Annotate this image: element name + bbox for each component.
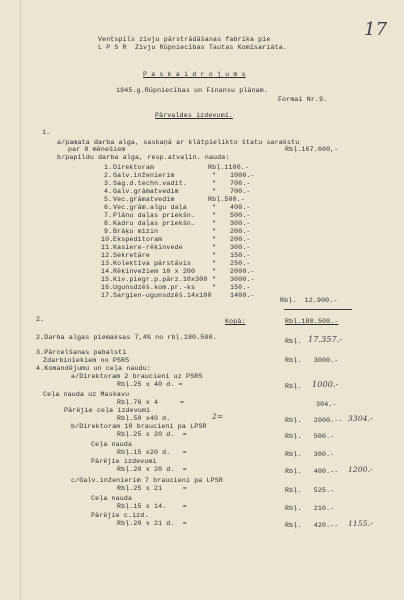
staff-row-amount: 150.- (230, 252, 251, 259)
item-4-title: 4.Komandējumu un ceļa naudu: (36, 365, 151, 372)
staff-row-title: Direktoram (113, 164, 155, 171)
sum-rule (284, 309, 352, 310)
item-1b-text: b/papildu darba alga, resp.atvaļin. nauda: (57, 154, 230, 161)
staff-row-amount: 400.- (230, 204, 251, 211)
staff-row-number: 3. (104, 180, 113, 187)
item-4a-amount: Rbļ. (285, 383, 302, 390)
staff-row-number: 1. (104, 164, 113, 171)
staff-row-amount: 250.- (230, 260, 251, 267)
staff-row-amount: 300.- (230, 244, 251, 251)
item-1a-text: a/pamata darba alga, saskaņā ar klātpielikto štatu sarakstu (57, 139, 300, 146)
staff-row-number: 11. (101, 244, 114, 251)
staff-row-number: 2. (104, 172, 113, 179)
page-number: 17 (364, 19, 388, 40)
item-4a-parejie-calc: Rbļ.50 x40 d. (117, 415, 171, 422)
item-4c-cela-calc: Rbļ.15 x 14. = (117, 503, 187, 510)
item-4c-calc: Rbļ.25 x 21 = (117, 485, 187, 492)
item-1a-amount: Rbļ.167.600,- (285, 146, 339, 153)
item-4b-amount: Rbļ. 500.- (285, 433, 335, 440)
staff-row-title: Sag.d.techn.vadit. (113, 180, 187, 187)
staff-row-number: 6. (104, 204, 113, 211)
document-title: P a s k a i d r o j u m s (143, 71, 246, 78)
staff-row-amount: 200.- (230, 236, 251, 243)
item-4c-cela: Ceļa nauda (91, 495, 133, 502)
section-number-2: 2. (36, 316, 45, 323)
item-4b-text: b/Direktoram 10 braucieni pa LPSR (71, 423, 207, 430)
item-2-text: 2.Darba algas piemaksas 7,4% no rbļ.180.500. (36, 334, 217, 341)
item-1-number: 1. (42, 129, 51, 136)
staff-row-title: Brāķu mizin (113, 228, 159, 235)
staff-row-amount: 1400.- (230, 292, 255, 299)
staff-row-number: 14. (101, 268, 114, 275)
staff-row-title: Kiv.piegr.p.pārz.10x300 (113, 276, 208, 283)
staff-row-number: 17. (101, 292, 114, 299)
item-4c-parejie-calc: Rbļ.20 x 21 d. = (117, 520, 187, 527)
staff-row-number: 16. (101, 284, 114, 291)
item-3-amount: Rbļ. 3000.- (285, 357, 339, 364)
kopa-label: Kopā: (225, 318, 246, 325)
item-4a-cela: Ceļa nauda uz Maskavu (43, 391, 130, 398)
staff-row-ditto: " (212, 228, 217, 235)
staff-row-number: 12. (101, 252, 114, 259)
item-4a-parejie: Pārējie ceļa izdevumi (64, 407, 151, 414)
staff-row-ditto: " (212, 204, 217, 211)
item-4b-cela-calc: Rbļ.15 x20 d. = (117, 449, 187, 456)
staff-row-title: Sekretāre (113, 252, 150, 259)
staff-row-number: 9. (104, 228, 113, 235)
staff-row-number: 15. (101, 276, 114, 283)
staff-row-ditto: " (212, 252, 217, 259)
staff-row-ditto: " (212, 276, 217, 283)
staff-row-amount: 1000.- (230, 172, 255, 179)
staff-row-ditto: " (212, 260, 217, 267)
staff-row-title: Ekspeditoram (113, 236, 163, 243)
item-2-amount: Rbļ. (285, 338, 302, 345)
item-4b-parejie: Pārējie izdevumi (91, 458, 157, 465)
staff-row-amount: 700.- (230, 188, 251, 195)
item-3-text-2: Zdarbiniekiem no PSRS (43, 357, 130, 364)
item-4a-parejie-handwritten: 2= (212, 412, 224, 421)
item-4b-parejie-amount: Rbļ. 400.-- (285, 468, 339, 475)
staff-row-title: Kolektīva pārstāvis (113, 260, 192, 267)
staff-total: Rbļ. 12.900.- (280, 297, 338, 304)
item-4a-cela-amount: 304.- (316, 401, 337, 408)
item-4c-parejie: Pārējie c.izd. (91, 512, 149, 519)
staff-row-amount: 500.- (230, 212, 251, 219)
staff-row-title: Rēķinvežiem 10 x 200 (113, 268, 196, 275)
staff-row-amount: Rbļ.500.- (208, 196, 245, 203)
item-4a-cela-eq: = (180, 399, 185, 406)
page-fold (20, 0, 21, 600)
item-4c-text: c/Galv.inženierim 7 braucieni pa LPSR (71, 477, 223, 484)
item-4a-text: a/Direktoram 2 braucieni uz PSRS (71, 373, 203, 380)
item-4b-cela-amount: Rbļ. 300.- (285, 451, 335, 458)
staff-row-title: Galv.grāmatvedim (113, 188, 179, 195)
item-4a-parejie-amount: Rbļ. 2000.-- (285, 417, 343, 424)
item-4b-calc: Rbļ.25 x 20 d. = (117, 431, 187, 438)
item-4b-cela: Ceļa nauda (91, 441, 133, 448)
staff-row-ditto: " (212, 188, 217, 195)
staff-row-title: Sargien-ugunsdzēš.14x100 (113, 292, 212, 299)
item-4a-sum-handwritten: 3304.- (348, 414, 373, 423)
staff-row-amount: 300.- (230, 220, 251, 227)
staff-row-number: 4. (104, 188, 113, 195)
document-subtitle: 1945.g.Rūpniecības un Finansu plānam. (116, 87, 268, 94)
staff-row-title: Galv.inženierim (113, 172, 175, 179)
item-4a-calc: Rbļ.25 x 40 d. = (117, 381, 183, 388)
staff-row-amount: 2000.- (230, 268, 255, 275)
header-line-2: L P S R Zivju Rūpniecības Tautas Komisariāta. (98, 44, 287, 51)
staff-row-ditto: " (212, 220, 217, 227)
staff-row-amount: Rbļ.1100.- (208, 164, 250, 171)
kopa-amount: Rbļ.180.500.- (285, 318, 339, 325)
staff-row-title: Vec.grām.algu daļa (113, 204, 187, 211)
staff-row-title: Kadru daļas priekšn. (113, 220, 196, 227)
item-4c-parejie-amount: Rbļ. 420.-- (285, 522, 339, 529)
form-number: Formai Nr.9. (278, 96, 328, 103)
item-3-text: 3.Pārcelšanas pabalsti (36, 349, 127, 356)
staff-row-number: 7. (104, 212, 113, 219)
staff-row-ditto: " (212, 212, 217, 219)
staff-row-ditto: " (212, 236, 217, 243)
item-4c-amount: Rbļ. 525.- (285, 487, 335, 494)
staff-row-ditto: " (212, 180, 217, 187)
staff-row-amount: 150.- (230, 284, 251, 291)
item-1a-text-2: par 8 mēnešiem (68, 146, 126, 153)
item-4c-cela-amount: Rbļ. 210.- (285, 505, 335, 512)
staff-row-title: Kasiere-rēķinvede (113, 244, 183, 251)
staff-row-ditto: " (212, 268, 217, 275)
item-4a-cela-calc: Rbļ.76 x 4 (117, 399, 159, 406)
section-title: Pārvaldes izdevumi. (155, 112, 234, 119)
item-4a-amount-handwritten: 1000.- (312, 380, 339, 389)
staff-row-title: Plānu daļas priekšn. (113, 212, 196, 219)
staff-row-number: 13. (101, 260, 114, 267)
item-4c-sum-handwritten: 1155.- (348, 519, 373, 528)
staff-row-amount: 3000.- (230, 276, 255, 283)
staff-row-title: Vec.grāmatvedim (113, 196, 175, 203)
staff-row-number: 8. (104, 220, 113, 227)
staff-row-ditto: " (212, 244, 217, 251)
header-line-1: Ventspils zivju pārstrādāšanas fabrika pie (98, 36, 271, 43)
staff-row-number: 10. (101, 236, 114, 243)
staff-row-amount: 200.- (230, 228, 251, 235)
staff-row-title: Ugunsdzēš.kom.pr.-ks (113, 284, 196, 291)
item-4b-sum-handwritten: 1200.- (348, 465, 373, 474)
item-2-amount-handwritten: 17.357.- (308, 335, 343, 344)
staff-row-amount: 700.- (230, 180, 251, 187)
staff-row-ditto: " (212, 172, 217, 179)
item-4b-parejie-calc: Rbļ.20 x 20 d. = (117, 466, 187, 473)
staff-row-number: 5. (104, 196, 113, 203)
staff-row-ditto: " (212, 284, 217, 291)
